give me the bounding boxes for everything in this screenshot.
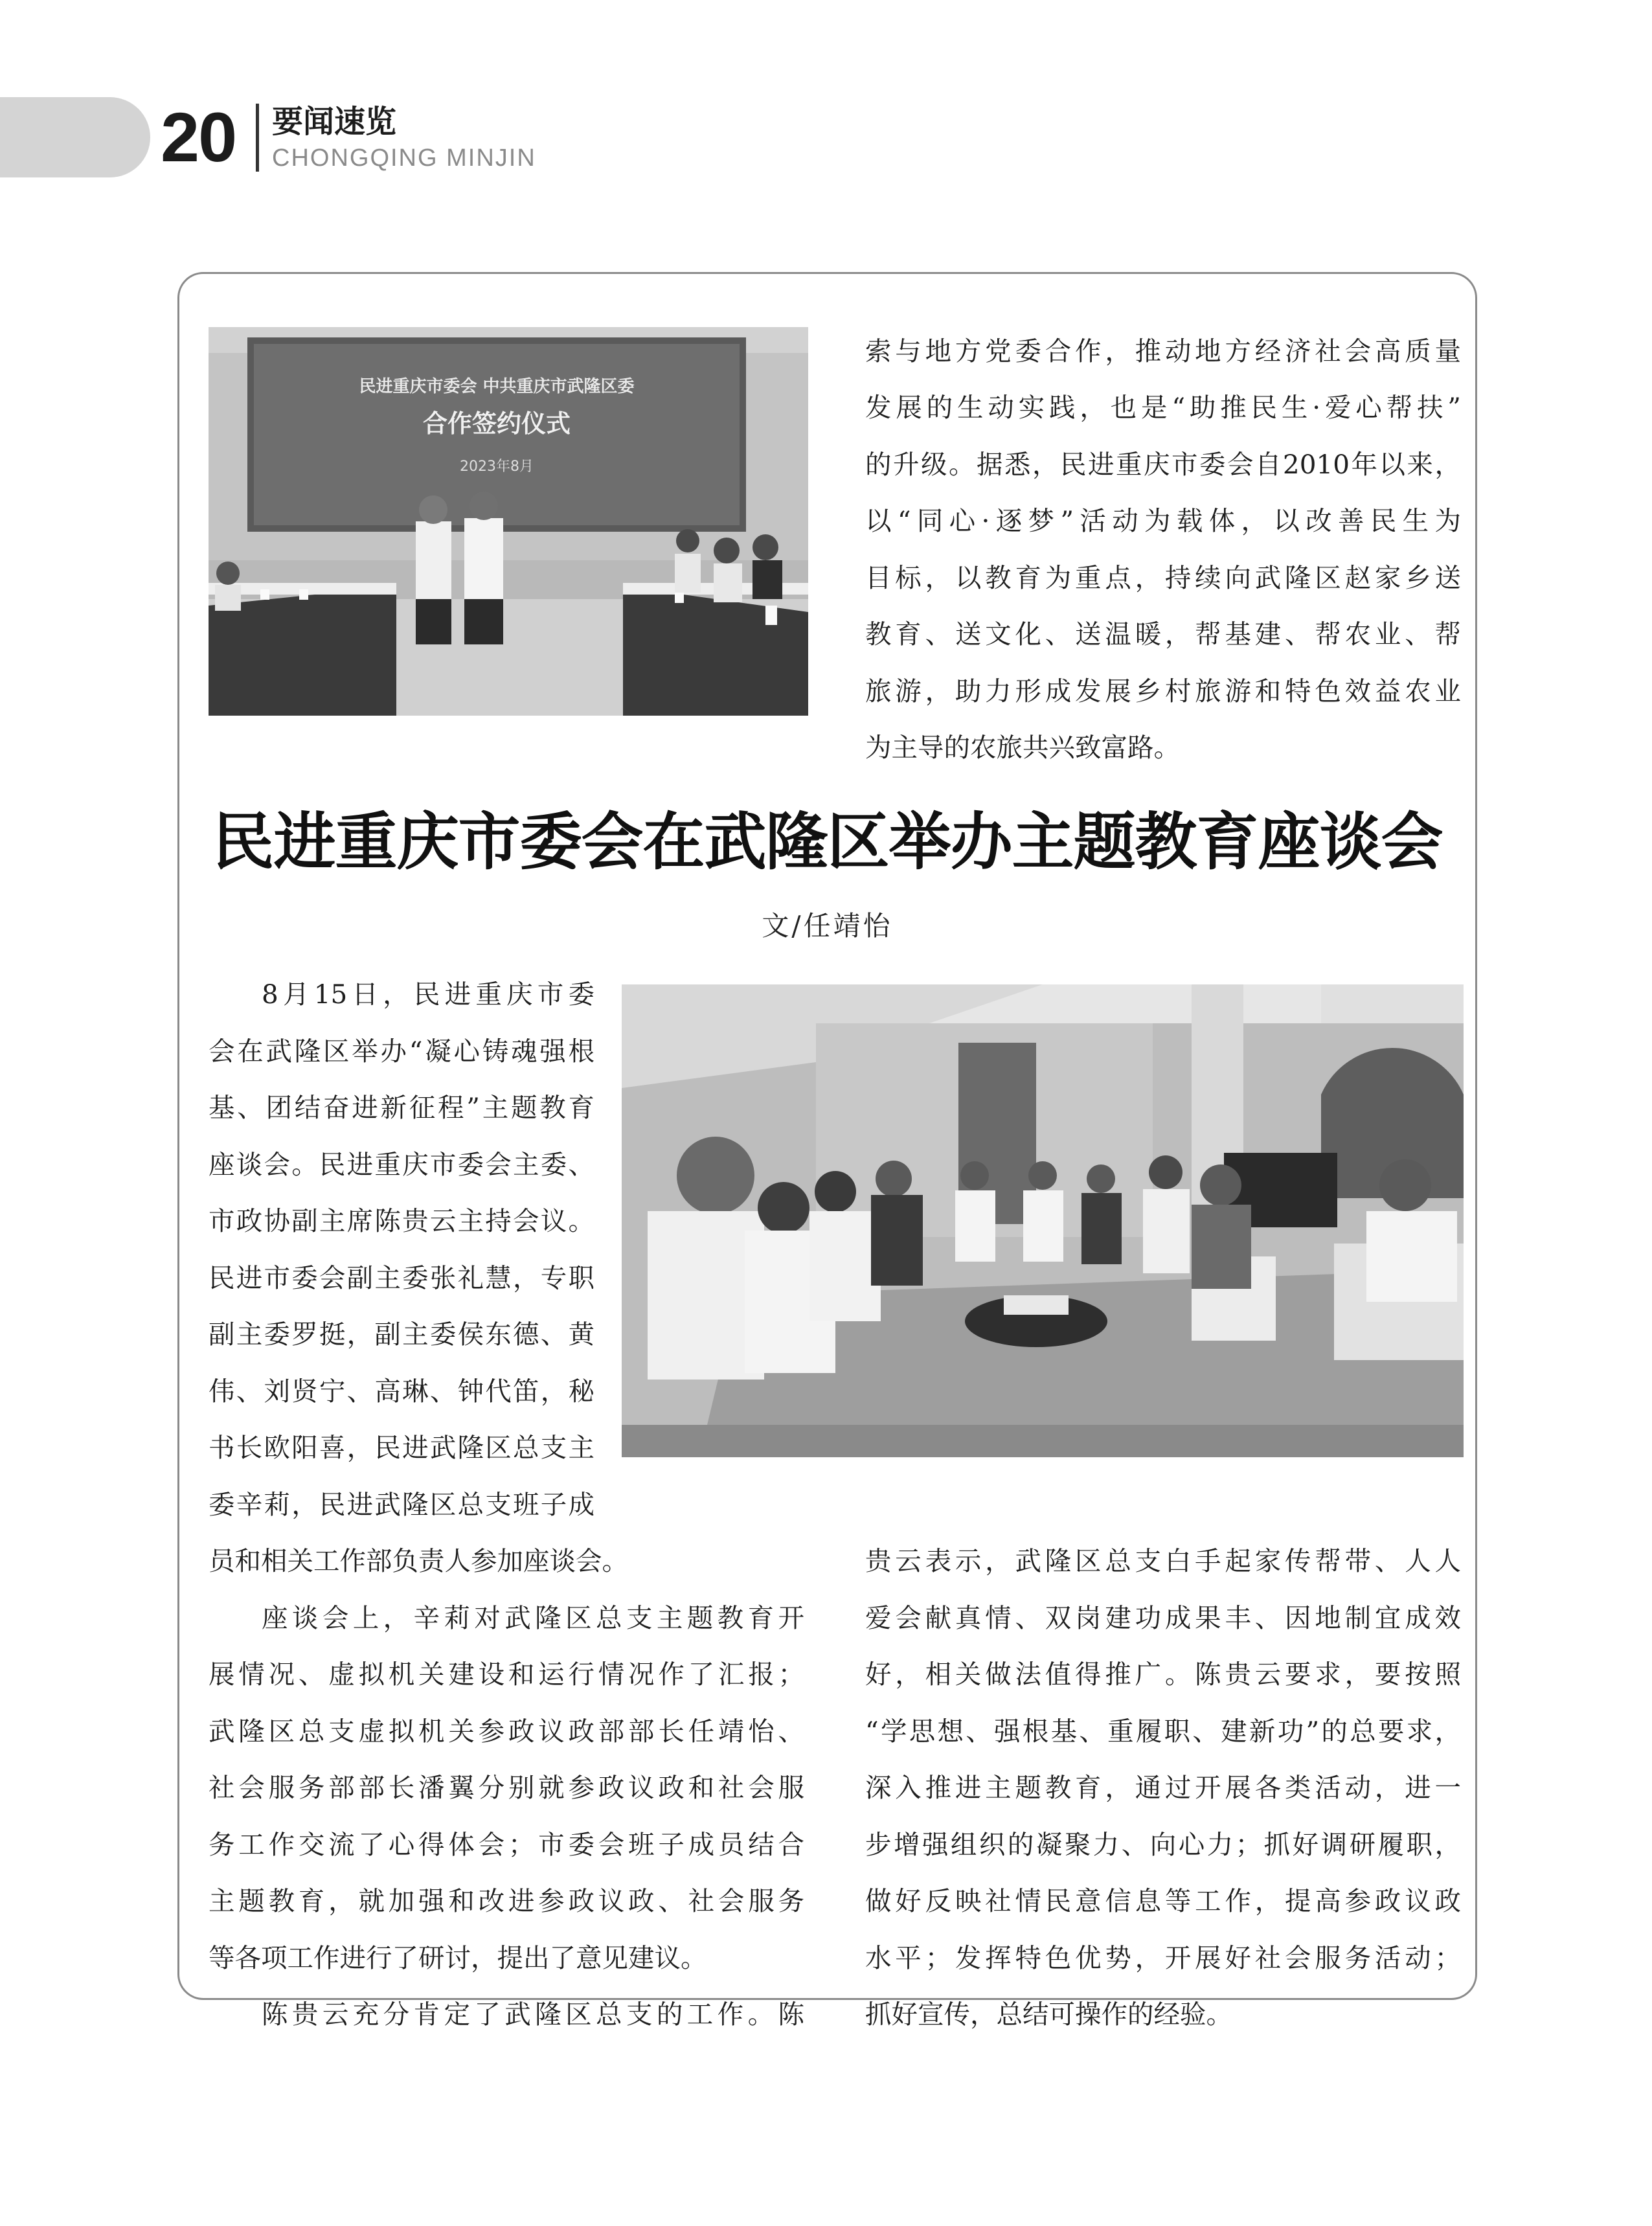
body-line: “学思想、强根基、重履职、建新功”的总要求，	[865, 1716, 1461, 1747]
header-divider	[256, 104, 259, 172]
body-line: 爱会献真情、双岗建功成果丰、因地制宜成效	[865, 1602, 1461, 1633]
body-line: 等各项工作进行了研讨，提出了意见建议。	[209, 1942, 707, 1973]
body-line: 委辛莉，民进武隆区总支班子成	[209, 1489, 594, 1520]
body-line: 陈贵云充分肯定了武隆区总支的工作。陈	[262, 1999, 804, 2030]
body-line: 座谈会。民进重庆市委会主委、	[209, 1149, 594, 1180]
top-text-line: 目标，以教育为重点，持续向武隆区赵家乡送	[865, 562, 1461, 593]
section-title: 要闻速览	[272, 104, 397, 140]
top-text-line: 以“同心·逐梦”活动为载体，以改善民生为	[865, 505, 1461, 536]
article-headline: 民进重庆市委会在武隆区举办主题教育座谈会	[212, 806, 1443, 878]
body-line: 展情况、虚拟机关建设和运行情况作了汇报；	[209, 1659, 804, 1690]
body-line: 8月15日，民进重庆市委	[262, 979, 594, 1010]
section-subtitle: CHONGQING MINJIN	[272, 144, 536, 172]
body-line: 书长欧阳喜，民进武隆区总支主	[209, 1432, 594, 1463]
top-text-line: 发展的生动实践，也是“助推民生·爱心帮扶”	[865, 392, 1461, 423]
body-line: 会在武隆区举办“凝心铸魂强根	[209, 1036, 594, 1067]
body-line: 市政协副主席陈贵云主持会议。	[209, 1205, 594, 1236]
header-tab-background	[0, 97, 150, 177]
body-line: 伟、刘贤宁、高琳、钟代笛，秘	[209, 1376, 594, 1407]
body-line: 副主委罗挺，副主委侯东德、黄	[209, 1319, 594, 1350]
top-text-line: 旅游，助力形成发展乡村旅游和特色效益农业	[865, 676, 1461, 707]
body-line: 武隆区总支虚拟机关参政议政部部长任靖怡、	[209, 1716, 804, 1747]
meeting-photo	[622, 984, 1464, 1457]
screen-line-1: 民进重庆市委会 中共重庆市武隆区委	[359, 377, 635, 396]
article-byline: 文/任靖怡	[762, 910, 893, 942]
body-line: 抓好宣传，总结可操作的经验。	[865, 1999, 1232, 2030]
body-line: 步增强组织的凝聚力、向心力；抓好调研履职，	[865, 1829, 1461, 1860]
page-number: 20	[161, 98, 236, 176]
body-line: 员和相关工作部负责人参加座谈会。	[209, 1545, 628, 1576]
top-text-line: 教育、送文化、送温暖，帮基建、帮农业、帮	[865, 619, 1461, 650]
body-line: 做好反映社情民意信息等工作，提高参政议政	[865, 1885, 1461, 1916]
body-line: 务工作交流了心得体会；市委会班子成员结合	[209, 1829, 804, 1860]
top-text-line: 的升级。据悉，民进重庆市委会自2010年以来，	[865, 449, 1461, 480]
top-text-line: 为主导的农旅共兴致富路。	[865, 732, 1180, 763]
body-line: 主题教育，就加强和改进参政议政、社会服务	[209, 1885, 804, 1916]
body-line: 水平；发挥特色优势，开展好社会服务活动；	[865, 1942, 1461, 1973]
body-line: 基、团结奋进新征程”主题教育	[209, 1092, 594, 1123]
body-line: 民进市委会副主委张礼慧，专职	[209, 1262, 594, 1293]
body-line: 好，相关做法值得推广。陈贵云要求，要按照	[865, 1659, 1461, 1690]
screen-line-2: 合作签约仪式	[422, 409, 571, 438]
top-text-line: 索与地方党委合作，推动地方经济社会高质量	[865, 335, 1461, 367]
body-line: 社会服务部部长潘翼分别就参政议政和社会服	[209, 1772, 804, 1803]
screen-date: 2023年8月	[460, 459, 534, 475]
body-line: 深入推进主题教育，通过开展各类活动，进一	[865, 1772, 1461, 1803]
signing-ceremony-photo	[209, 327, 808, 716]
body-line: 座谈会上，辛莉对武隆区总支主题教育开	[262, 1602, 804, 1633]
body-line: 贵云表示，武隆区总支白手起家传帮带、人人	[865, 1545, 1461, 1576]
